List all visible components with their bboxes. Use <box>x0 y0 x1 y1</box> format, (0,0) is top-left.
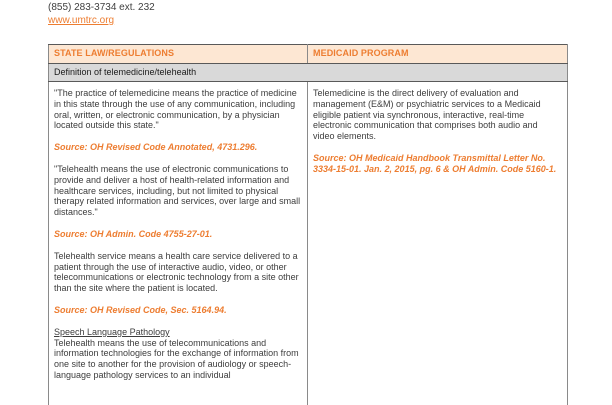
website-link[interactable]: www.umtrc.org <box>48 15 115 26</box>
medicaid-source-citation: Source: OH Medicaid Handbook Transmittal Letter No. 3334-15-01. Jan. 2, 2015, pg. 6 & OH Admin. Code 5160-1. <box>313 152 557 174</box>
contact-block <box>48 1 155 27</box>
column-header-medicaid: MEDICAID PROGRAM <box>308 45 568 64</box>
section-title-row <box>49 64 568 82</box>
table-header-row <box>49 45 568 64</box>
statute-quote-1: "The practice of telemedicine means the practice of medicine in this state through the use of any communication, including oral, written, or electronic communication, by a physician located outside this state." <box>54 88 297 131</box>
source-citation-3: Source: OH Revised Code, Sec. 5164.94. <box>54 304 227 315</box>
statute-quote-2: "Telehealth means the use of electronic communications to provide and deliver a host of health-related information and healthcare services, including, but not limited to physical therapy related information and services, over large and small distances." <box>54 163 301 218</box>
medicaid-cell <box>308 82 568 405</box>
policy-comparison-table <box>48 44 568 405</box>
section-title: Definition of telemedicine/telehealth <box>49 64 568 82</box>
table-body-row <box>49 82 568 405</box>
medicaid-definition-text: Telemedicine is the direct delivery of evaluation and management (E&M) or psychiatric services to a Medicaid eligible patient via synchronous, interactive, real-time electronic communication that comprises both audio and video elements. <box>313 88 541 142</box>
speech-language-pathology-heading: Speech Language Pathology <box>54 326 170 337</box>
statute-text-4: Telehealth means the use of telecommunications and information technologies for the exchange of information from one site to another for the provision of audiology or speech-language pathology services to an individual <box>54 337 299 380</box>
source-citation-2: Source: OH Admin. Code 4755-27-01. <box>54 228 213 239</box>
statute-text-3: Telehealth service means a health care service delivered to a patient through the use of interactive audio, video, or other telecommunications or electronic technology from a site other than the site where the patient is located. <box>54 250 299 294</box>
state-law-cell <box>49 82 308 405</box>
phone-number: (855) 283-3734 ext. 232 <box>48 2 155 13</box>
column-header-state-law: STATE LAW/REGULATIONS <box>49 45 308 64</box>
source-citation-1: Source: OH Revised Code Annotated, 4731.296. <box>54 142 258 153</box>
